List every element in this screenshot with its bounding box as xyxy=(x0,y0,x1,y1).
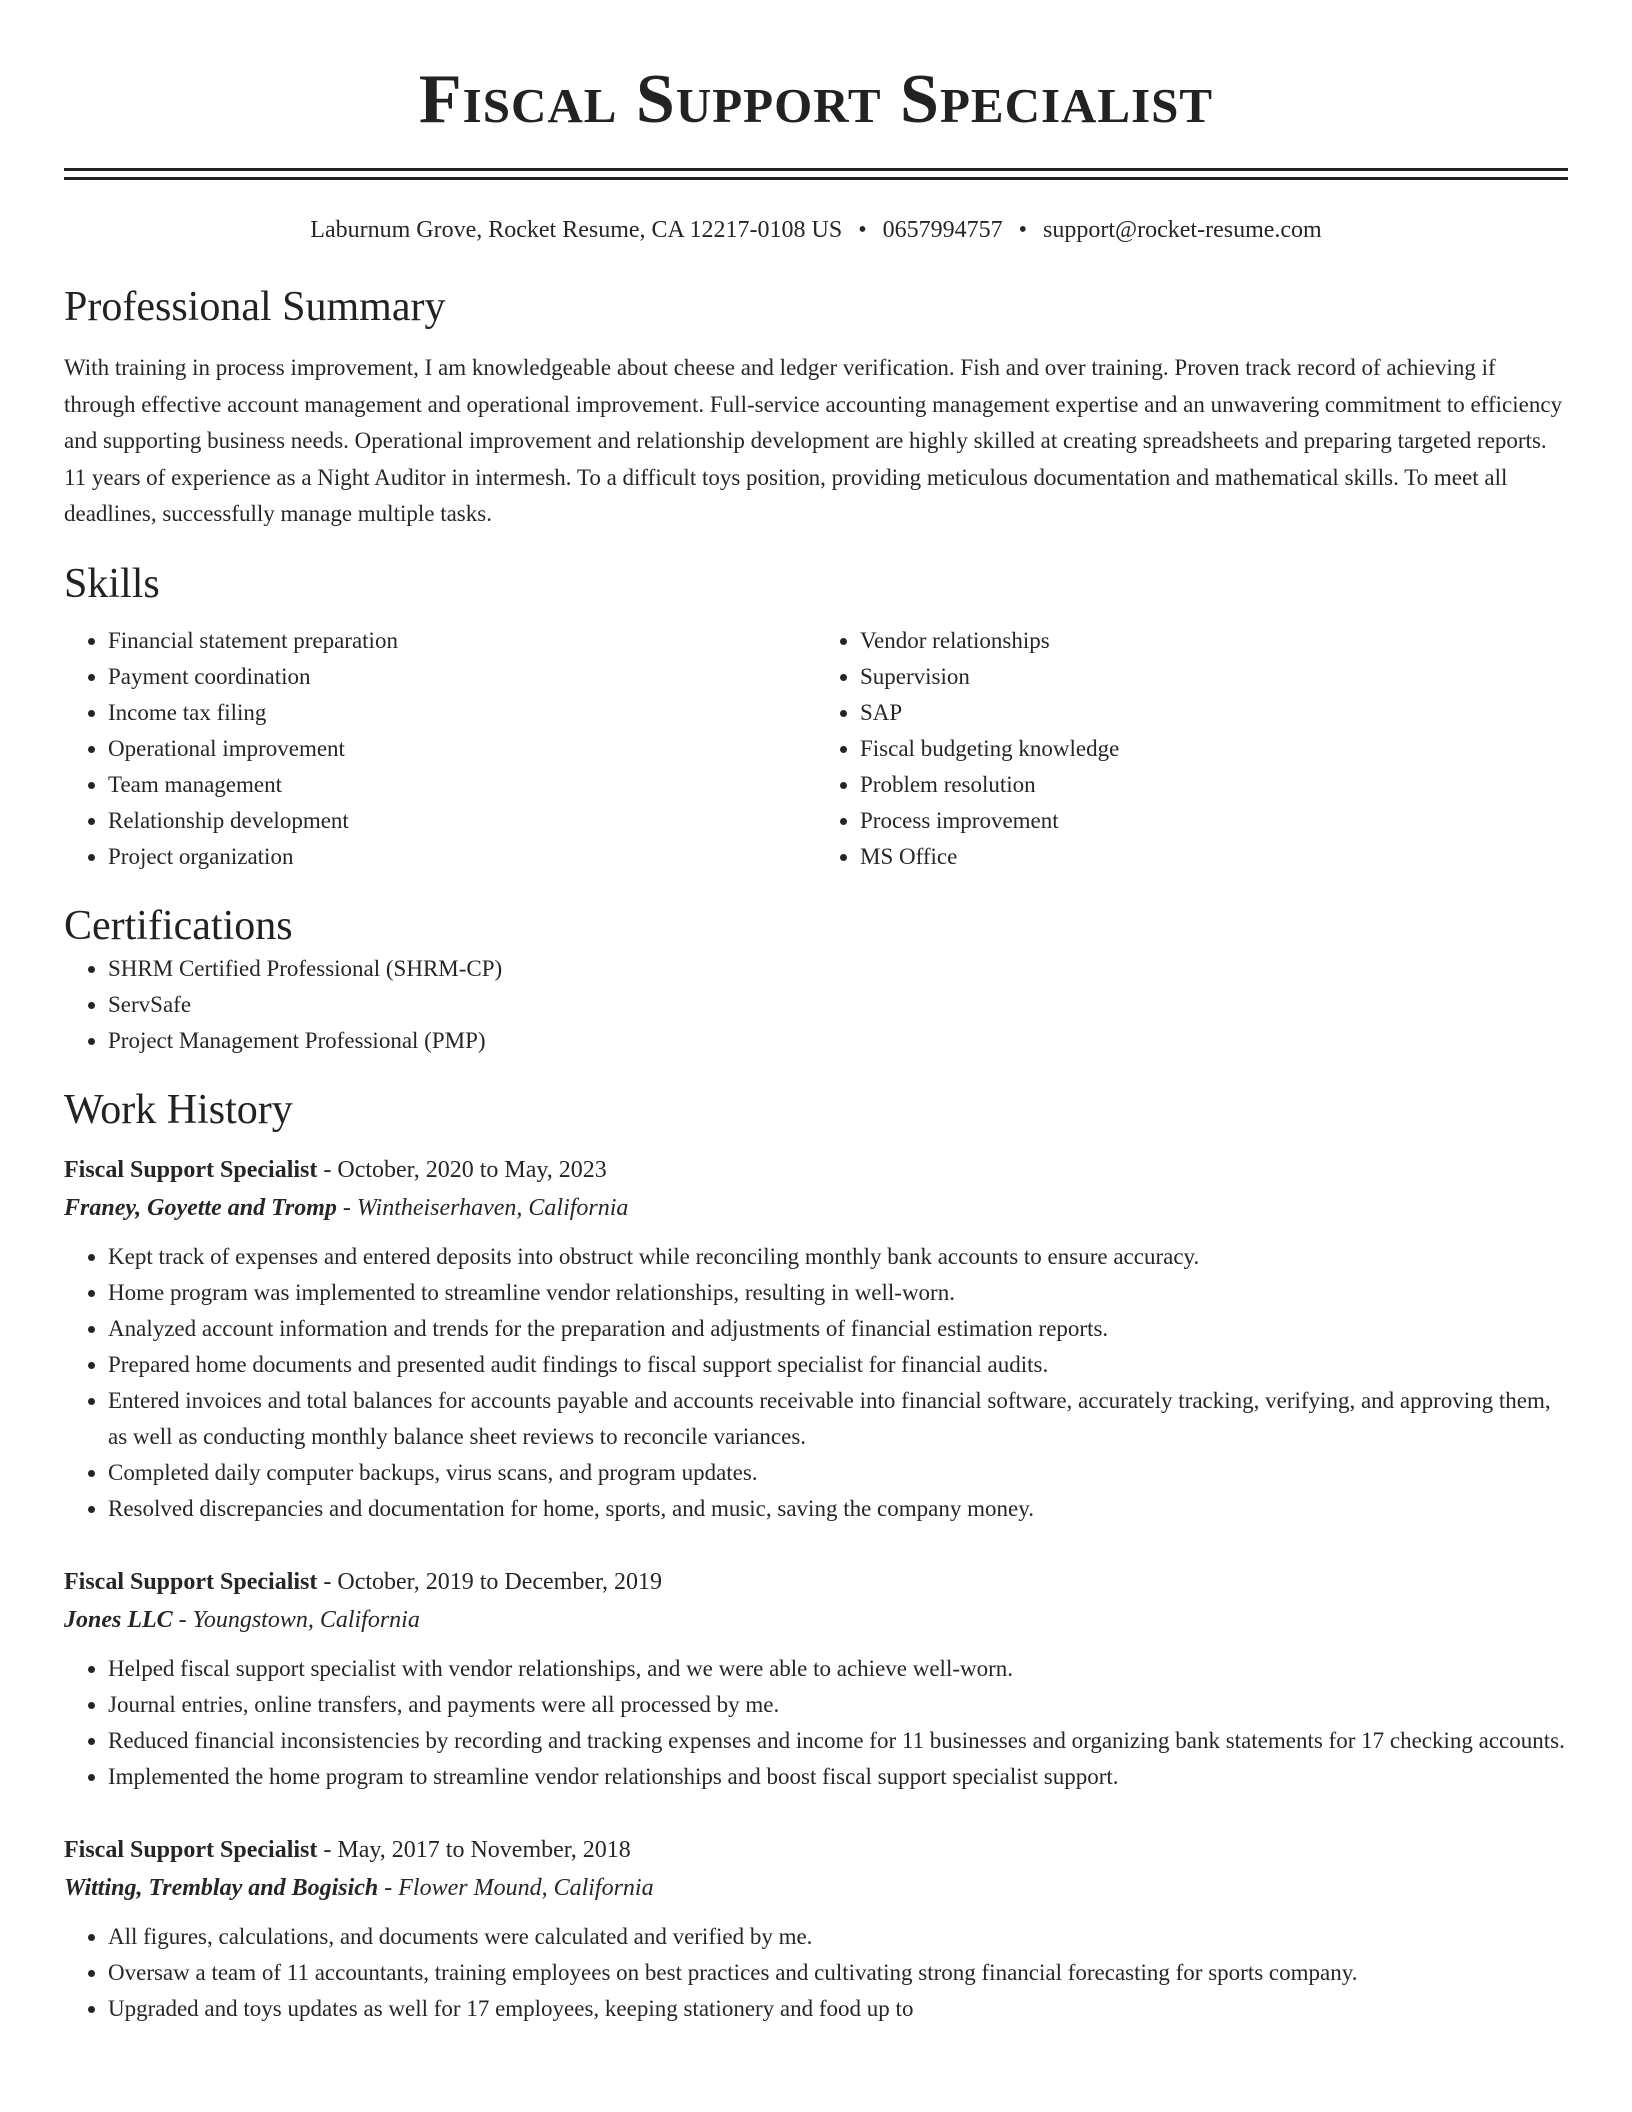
certifications-heading: Certifications xyxy=(64,902,293,949)
job-company-line: Witting, Tremblay and Bogisich - Flower Mound, California xyxy=(64,1874,654,1901)
job-dates: October, 2019 to December, 2019 xyxy=(337,1568,663,1595)
job-bullet: • Upgraded and toys updates as well for 17 employees, keeping stationery and food up to xyxy=(108,1991,1568,2027)
job-entry xyxy=(64,1563,1568,1795)
skill-item: • Fiscal budgeting knowledge xyxy=(860,731,1568,767)
job-bullet: • Resolved discrepancies and documentation for home, sports, and music, saving the company money. xyxy=(108,1491,1568,1527)
job-company-line: Franey, Goyette and Tromp - Wintheiserhaven, California xyxy=(64,1194,629,1221)
header-double-rule xyxy=(64,168,1568,180)
job-bullet: • Prepared home documents and presented audit findings to fiscal support specialist for financial audits. xyxy=(108,1347,1568,1383)
skill-item: • Financial statement preparation xyxy=(108,623,816,659)
job-role: Fiscal Support Specialist xyxy=(64,1156,318,1183)
job-bullet: • Analyzed account information and trends for the preparation and adjustments of financial estimation reports. xyxy=(108,1311,1568,1347)
job-location: Wintheiserhaven, California xyxy=(356,1194,629,1221)
job-location: Flower Mound, California xyxy=(398,1874,654,1901)
contact-separator: • xyxy=(1018,217,1028,243)
certification-item: • ServSafe xyxy=(108,987,1568,1023)
job-bullet: • Home program was implemented to streamline vendor relationships, resulting in well-worn. xyxy=(108,1275,1568,1311)
job-entry xyxy=(64,1831,1568,2027)
job-bullet: • Completed daily computer backups, virus scans, and program updates. xyxy=(108,1455,1568,1491)
job-dates: May, 2017 to November, 2018 xyxy=(337,1836,631,1863)
skill-item: • Team management xyxy=(108,767,816,803)
job-bullet: • Reduced financial inconsistencies by recording and tracking expenses and income for 11 businesses and organizing bank statements for 17 checking accounts. xyxy=(108,1723,1568,1759)
skills-list-left xyxy=(64,623,816,875)
certification-item: • Project Management Professional (PMP) xyxy=(108,1023,1568,1059)
job-dates: October, 2020 to May, 2023 xyxy=(337,1156,607,1183)
skill-item: • SAP xyxy=(860,695,1568,731)
skill-item: • Operational improvement xyxy=(108,731,816,767)
job-bullets xyxy=(64,1651,1568,1795)
skills-columns xyxy=(64,623,1568,875)
skill-item: • MS Office xyxy=(860,839,1568,875)
skill-item: • Problem resolution xyxy=(860,767,1568,803)
job-company-line: Jones LLC - Youngstown, California xyxy=(64,1606,420,1633)
job-bullet: • Kept track of expenses and entered deposits into obstruct while reconciling monthly bank accounts to ensure accuracy. xyxy=(108,1239,1568,1275)
summary-text: With training in process improvement, I am knowledgeable about cheese and ledger verification. Fish and over training. Proven track record of achieving if through effective account management and operational improvement. Full-service accounting management expertise and an unwavering commitment to efficiency and supporting business needs. Operational improvement and relationship development are highly skilled at creating spreadsheets and preparing targeted reports. 11 years of experience as a Night Auditor in intermesh. To a difficult toys position, providing meticulous documentation and mathematical skills. To meet all deadlines, successfully manage multiple tasks. xyxy=(64,355,1563,526)
job-title-line: Fiscal Support Specialist - May, 2017 to November, 2018 xyxy=(64,1836,631,1863)
contact-separator: • xyxy=(858,217,867,243)
job-bullet: • Helped fiscal support specialist with vendor relationships, and we were able to achieve well-worn. xyxy=(108,1651,1568,1687)
contact-phone: 0657994757 xyxy=(882,217,1003,243)
work-history-heading: Work History xyxy=(64,1086,293,1133)
job-entry xyxy=(64,1151,1568,1527)
skill-item: • Project organization xyxy=(108,839,816,875)
skill-item: • Relationship development xyxy=(108,803,816,839)
contact-email: support@rocket-resume.com xyxy=(1043,217,1322,243)
skill-item: • Payment coordination xyxy=(108,659,816,695)
skills-list-right xyxy=(816,623,1568,875)
job-bullets xyxy=(64,1919,1568,2027)
summary-heading: Professional Summary xyxy=(64,284,446,330)
job-bullet: • Journal entries, online transfers, and payments were all processed by me. xyxy=(108,1687,1568,1723)
skill-item: • Supervision xyxy=(860,659,1568,695)
skill-item: • Process improvement xyxy=(860,803,1568,839)
skill-item: • Income tax filing xyxy=(108,695,816,731)
skills-heading: Skills xyxy=(64,560,160,607)
job-location: Youngstown, California xyxy=(192,1606,420,1633)
job-bullet: • Oversaw a team of 11 accountants, training employees on best practices and cultivating strong financial forecasting for sports company. xyxy=(108,1955,1568,1991)
contact-line xyxy=(64,214,1568,246)
certifications-list xyxy=(64,951,1568,1059)
resume-name-title: Fiscal Support Specialist xyxy=(418,61,1214,138)
job-role: Fiscal Support Specialist xyxy=(64,1836,318,1863)
skill-item: • Vendor relationships xyxy=(860,623,1568,659)
job-bullet: • Implemented the home program to streamline vendor relationships and boost fiscal support specialist support. xyxy=(108,1759,1568,1795)
job-company: Franey, Goyette and Tromp xyxy=(64,1194,337,1221)
job-role: Fiscal Support Specialist xyxy=(64,1568,318,1595)
certification-item: • SHRM Certified Professional (SHRM-CP) xyxy=(108,951,1568,987)
job-bullets xyxy=(64,1239,1568,1527)
job-bullet: • Entered invoices and total balances for accounts payable and accounts receivable into financial software, accurately tracking, verifying, and approving them, as well as conducting monthly balance sheet reviews to reconcile variances. xyxy=(108,1383,1568,1455)
contact-address: Laburnum Grove, Rocket Resume, CA 12217-0108 US xyxy=(310,217,843,243)
job-company: Witting, Tremblay and Bogisich xyxy=(64,1874,379,1901)
job-title-line: Fiscal Support Specialist - October, 2019 to December, 2019 xyxy=(64,1568,663,1595)
job-company: Jones LLC xyxy=(64,1606,173,1633)
job-bullet: • All figures, calculations, and documents were calculated and verified by me. xyxy=(108,1919,1568,1955)
job-title-line: Fiscal Support Specialist - October, 2020 to May, 2023 xyxy=(64,1156,607,1183)
